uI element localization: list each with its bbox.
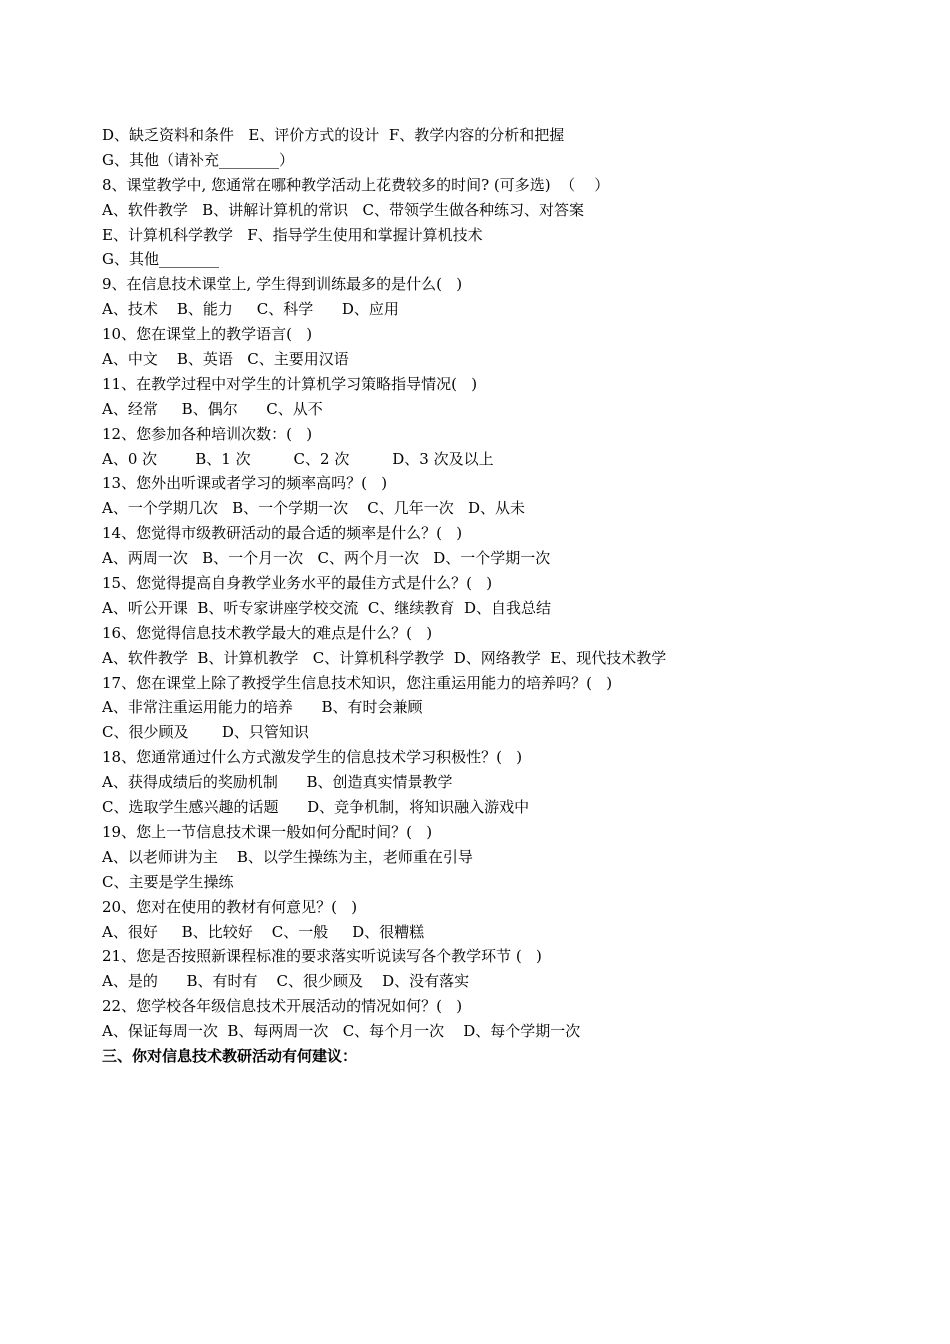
options-line: A、技术 B、能力 C、科学 D、应用 [102,300,399,319]
question-line: 17、您在课堂上除了教授学生信息技术知识，您注重运用能力的培养吗？( ) [102,673,613,692]
options-line: C、选取学生感兴趣的话题 D、竞争机制，将知识融入游戏中 [102,798,530,817]
questionnaire-body [102,123,902,1069]
options-line: A、听公开课 B、听专家讲座学校交流 C、继续教育 D、自我总结 [102,598,551,617]
question-line: 14、您觉得市级教研活动的最合适的频率是什么？( ) [102,524,463,543]
question-line: 20、您对在使用的教材有何意见？( ) [102,897,358,916]
question-line: 16、您觉得信息技术教学最大的难点是什么？( ) [102,623,433,642]
options-line: A、很好 B、比较好 C、一般 D、很糟糕 [102,922,425,941]
options-line: E、计算机科学教学 F、指导学生使用和掌握计算机技术 [102,225,483,244]
options-line: A、软件教学 B、计算机教学 C、计算机科学教学 D、网络教学 E、现代技术教学 [102,648,667,667]
options-line: A、保证每周一次 B、每两周一次 C、每个月一次 D、每个学期一次 [102,1022,581,1041]
options-line: C、主要是学生操练 [102,872,234,891]
question-line: 21、您是否按照新课程标准的要求落实听说读写各个教学环节 ( ) [102,947,542,966]
options-line: A、以老师讲为主 B、以学生操练为主，老师重在引导 [102,847,473,866]
options-line: A、非常注重运用能力的培养 B、有时会兼顾 [102,698,423,717]
options-line: A、软件教学 B、讲解计算机的常识 C、带领学生做各种练习、对答案 [102,200,584,219]
options-line: C、很少顾及 D、只管知识 [102,723,309,742]
question-line: 22、您学校各年级信息技术开展活动的情况如何？( ) [102,997,463,1016]
section-heading: 三、你对信息技术教研活动有何建议： [102,1046,358,1065]
options-line: A、获得成绩后的奖励机制 B、创造真实情景教学 [102,773,453,792]
options-line: A、两周一次 B、一个月一次 C、两个月一次 D、一个学期一次 [102,549,551,568]
options-line: G、其他________ [102,250,219,269]
text-line: G、其他（请补充________） [102,150,294,169]
options-line: A、中文 B、英语 C、主要用汉语 [102,350,349,369]
question-line: 18、您通常通过什么方式激发学生的信息技术学习积极性？( ) [102,748,523,767]
options-line: A、一个学期几次 B、一个学期一次 C、几年一次 D、从未 [102,499,526,518]
options-line: A、是的 B、有时有 C、很少顾及 D、没有落实 [102,972,470,991]
question-line: 15、您觉得提高自身教学业务水平的最佳方式是什么？( ) [102,574,493,593]
options-line: A、经常 B、偶尔 C、从不 [102,399,323,418]
question-line: 19、您上一节信息技术课一般如何分配时间？( ) [102,822,433,841]
question-line: 9、在信息技术课堂上, 学生得到训练最多的是什么( ) [102,275,463,294]
question-line: 11、在教学过程中对学生的计算机学习策略指导情况( ) [102,374,478,393]
question-line: 12、您参加各种培训次数：( ) [102,424,313,443]
question-line: 8、课堂教学中, 您通常在哪种教学活动上花费较多的时间? (可多选) （ ） [102,175,610,194]
options-line: A、0 次 B、1 次 C、2 次 D、3 次及以上 [102,449,494,468]
question-line: 13、您外出听课或者学习的频率高吗？( ) [102,474,388,493]
text-line: D、缺乏资料和条件 E、评价方式的设计 F、教学内容的分析和把握 [102,126,565,144]
question-line: 10、您在课堂上的教学语言( ) [102,325,313,344]
